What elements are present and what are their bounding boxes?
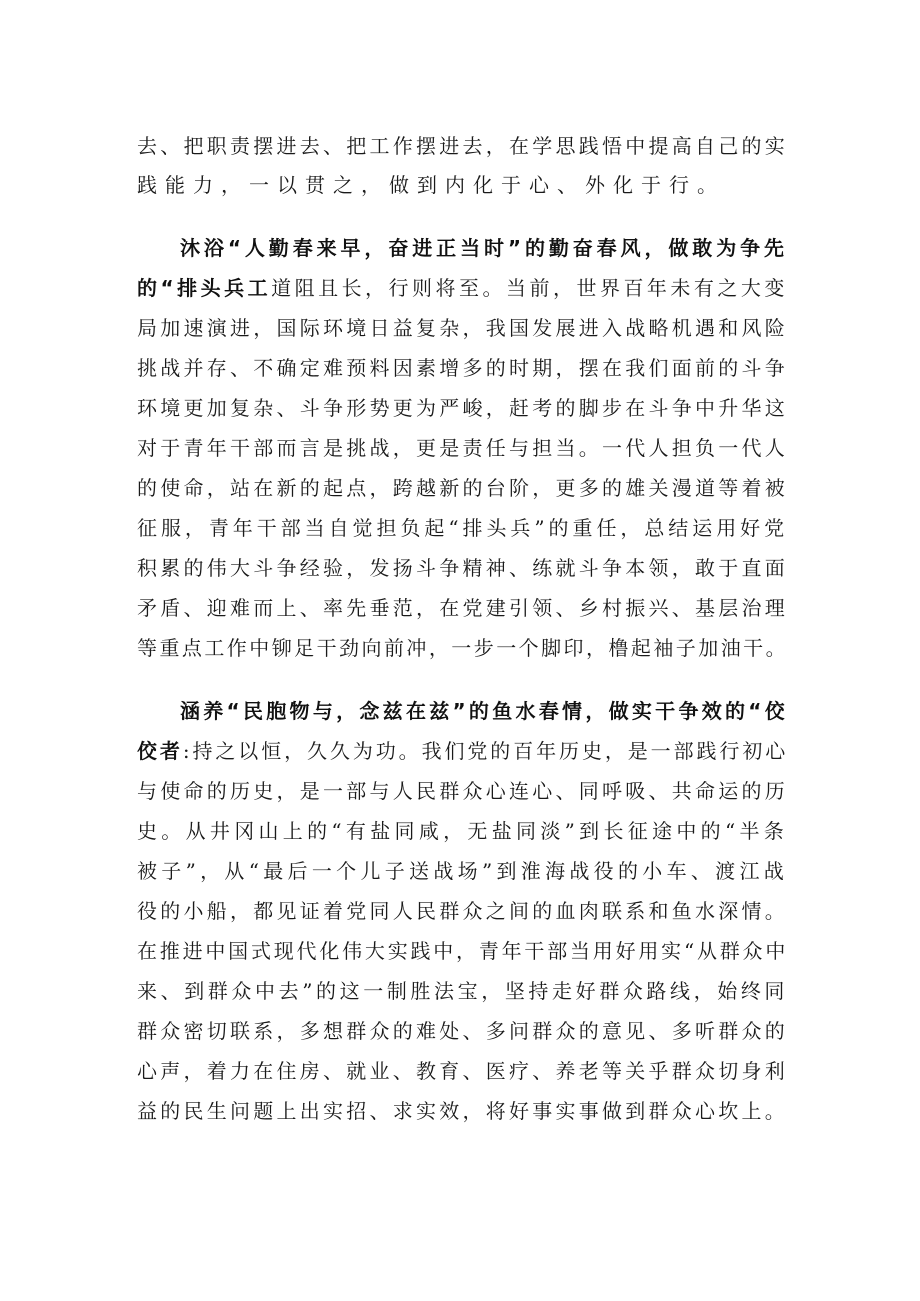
text-line	[0, 468, 920, 508]
text-line	[0, 931, 920, 971]
text-line	[0, 1011, 920, 1051]
text-line	[0, 811, 920, 851]
text-segment: :持之以恒，久久为功。我们党的百年历史，是一部践行初心	[182, 739, 789, 763]
text-segment: 践能力，一以贯之，做到内化于心、外化于行。	[137, 173, 725, 197]
text-segment: 局加速演进，国际环境日益复杂，我国发展进入战略机遇和风险	[137, 316, 788, 340]
text-line	[0, 731, 920, 771]
text-segment: 征服，青年干部当自觉担负起“排头兵”的重任，总结运用好党	[137, 516, 789, 540]
section-heading-line	[0, 691, 920, 731]
text-segment: 群众密切联系，多想群众的难处、多问群众的意见、多听群众的	[137, 1019, 788, 1043]
section-heading: 涵养“民胞物与，念兹在兹”的鱼水春情，做实干争效的“佼	[180, 699, 788, 723]
text-line	[0, 1091, 920, 1131]
text-line	[0, 165, 920, 205]
text-line	[0, 428, 920, 468]
text-segment: 去、把职责摆进去、把工作摆进去，在学思践悟中提高自己的实	[137, 134, 788, 158]
text-segment: 矛盾、迎难而上、率先垂范，在党建引领、乡村振兴、基层治理	[137, 596, 788, 620]
text-line	[0, 508, 920, 548]
text-line	[0, 388, 920, 428]
text-line	[0, 971, 920, 1011]
section-heading-line	[0, 228, 920, 268]
text-segment: 益的民生问题上出实招、求实效，将好事实事做到群众心坎上。	[137, 1099, 788, 1123]
text-segment: 史。从井冈山上的“有盐同咸，无盐同淡”到长征途中的“半条	[137, 819, 789, 843]
text-segment: 道阻且长，行则将至。当前，世界百年未有之大变	[271, 276, 788, 300]
text-segment: 来、到群众中去”的这一制胜法宝，坚持走好群众路线，始终同	[137, 979, 789, 1003]
section-heading: 沐浴“人勤春来早，奋进正当时”的勤奋春风，做敢为争先	[180, 236, 788, 260]
text-segment: 积累的伟大斗争经验，发扬斗争精神、练就斗争本领，敢于直面	[137, 556, 788, 580]
text-segment: 挑战并存、不确定难预料因素增多的时期，摆在我们面前的斗争	[137, 356, 788, 380]
text-line	[0, 548, 920, 588]
text-line	[0, 771, 920, 811]
text-segment: 与使命的历史，是一部与人民群众心连心、同呼吸、共命运的历	[137, 779, 788, 803]
text-line	[0, 348, 920, 388]
text-segment: 心声，着力在住房、就业、教育、医疗、养老等关乎群众切身利	[137, 1059, 788, 1083]
text-line	[0, 1051, 920, 1091]
text-line	[0, 308, 920, 348]
text-segment: 役的小船，都见证着党同人民群众之间的血肉联系和鱼水深情。	[137, 899, 788, 923]
text-segment: 对于青年干部而言是挑战，更是责任与担当。一代人担负一代人	[137, 436, 788, 460]
text-line	[0, 891, 920, 931]
section-heading: 佼者	[137, 739, 183, 763]
text-segment: 被子”，从“最后一个儿子送战场”到淮海战役的小车、渡江战	[137, 859, 789, 883]
text-line	[0, 628, 920, 668]
text-segment: 在推进中国式现代化伟大实践中，青年干部当用好用实“从群众中	[137, 939, 789, 963]
text-segment: 环境更加复杂、斗争形势更为严峻，赶考的脚步在斗争中升华这	[137, 396, 788, 420]
text-line	[0, 268, 920, 308]
text-segment: 等重点工作中铆足干劲向前冲，一步一个脚印，橹起袖子加油干。	[137, 636, 789, 660]
section-heading: 的“排头兵工	[137, 276, 272, 300]
text-segment: 的使命，站在新的起点，跨越新的台阶，更多的雄关漫道等着被	[137, 476, 788, 500]
text-line	[0, 588, 920, 628]
text-line	[0, 851, 920, 891]
text-line	[0, 126, 920, 166]
